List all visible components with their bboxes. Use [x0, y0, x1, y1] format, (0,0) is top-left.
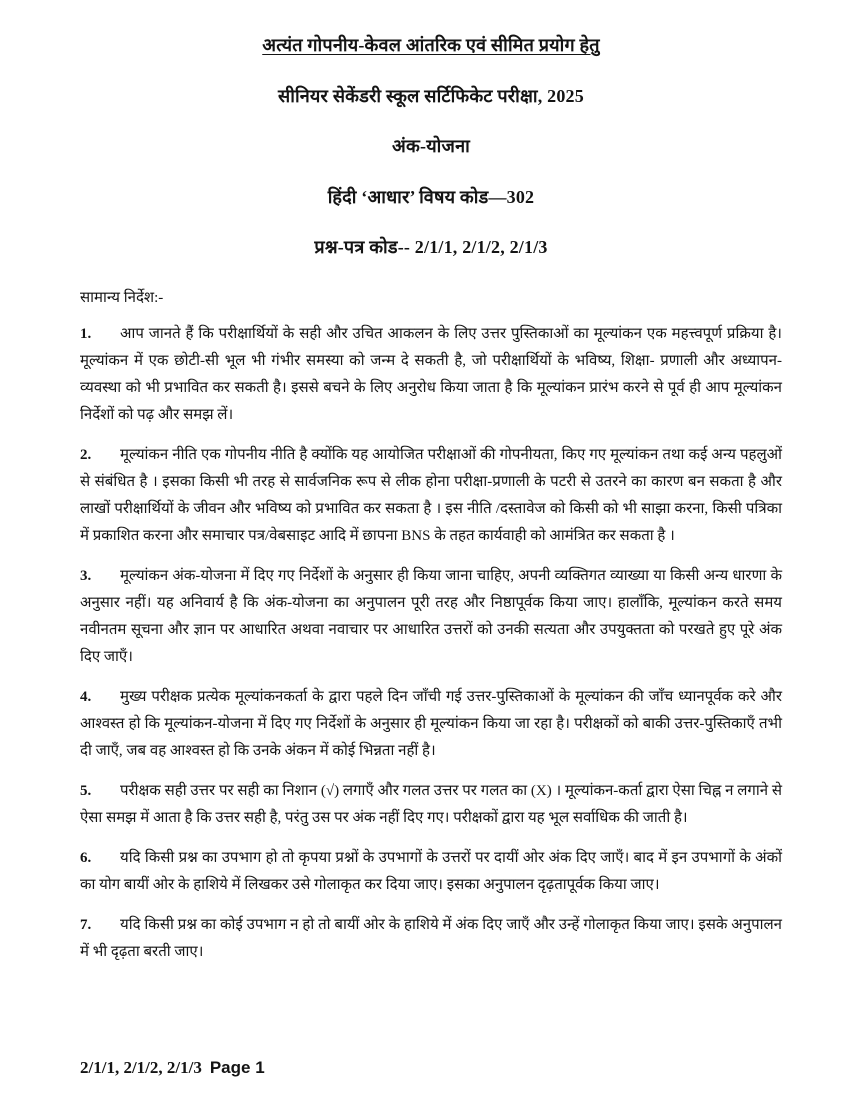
instructions-list	[80, 321, 782, 966]
instruction-number: 5.	[80, 782, 92, 799]
instruction-text: परीक्षक सही उत्तर पर सही का निशान (√) लगाएँ और गलत उत्तर पर गलत का (X) । मूल्यांकन-कर्ता द्वारा ऐसा चिह्न न लगाने से ऐसा समझ में आता है कि उत्तर सही है, परंतु उस पर अंक नहीं दिए गए। परीक्षकों द्वारा यह भूल सर्वाधिक की जाती है।	[80, 782, 782, 826]
question-paper-code-title: प्रश्न-पत्र कोड-- 2/1/1, 2/1/2, 2/1/3	[314, 237, 548, 257]
instruction-item	[80, 845, 782, 899]
footer-paper-code: 2/1/1, 2/1/2, 2/1/3	[80, 1058, 202, 1077]
instruction-number: 1.	[80, 325, 92, 342]
instruction-number: 4.	[80, 688, 92, 705]
footer-page-number: Page 1	[209, 1058, 265, 1077]
instruction-text: मूल्यांकन नीति एक गोपनीय नीति है क्योंकि यह आयोजित परीक्षाओं की गोपनीयता, किए गए मूल्यांकन तथा कई अन्य पहलुओं से संबंधित है । इसका किसी भी तरह से सार्वजनिक रूप से लीक होना परीक्षा-प्रणाली के पटरी से उतरने का कारण बन सकता है और लाखों परीक्षार्थियों के जीवन और भविष्य को प्रभावित कर सकता है । इस नीति /दस्तावेज को किसी को भी साझा करना, किसी पत्रिका में प्रकाशित करना और समाचार पत्र/वेबसाइट आदि में छापना BNS के तहत कार्यवाही को आमंत्रित कर सकता है ।	[80, 446, 782, 544]
instruction-item	[80, 442, 782, 550]
marking-scheme-title: अंक-योजना	[392, 136, 470, 156]
instruction-text: आप जानते हैं कि परीक्षार्थियों के सही और उचित आकलन के लिए उत्तर पुस्तिकाओं का मूल्यांकन एक महत्त्वपूर्ण प्रक्रिया है। मूल्यांकन में एक छोटी-सी भूल भी गंभीर समस्या को जन्म दे सकती है, जो परीक्षार्थियों के भविष्य, शिक्षा- प्रणाली और अध्यापन-व्यवस्था को भी प्रभावित कर सकती है। इससे बचने के लिए अनुरोध किया जाता है कि मूल्यांकन प्रारंभ करने से पूर्व ही आप मूल्यांकन निर्देशों को पढ़ और समझ लें।	[80, 325, 782, 423]
instruction-item	[80, 563, 782, 671]
instruction-item	[80, 912, 782, 966]
instruction-number: 2.	[80, 446, 92, 463]
instruction-text: मूल्यांकन अंक-योजना में दिए गए निर्देशों के अनुसार ही किया जाना चाहिए, अपनी व्यक्तिगत व्याख्या या किसी अन्य धारणा के अनुसार नहीं। यह अनिवार्य है कि अंक-योजना का अनुपालन पूरी तरह और निष्ठापूर्वक किया जाए। हालाँकि, मूल्यांकन करते समय नवीनतम सूचना और ज्ञान पर आधारित अथवा नवाचार पर आधारित उत्तरों को उनकी सत्यता और उपयुक्तता को परखते हुए पूरे अंक दिए जाएँ।	[80, 567, 782, 665]
subject-code-title: हिंदी ‘आधार’ विषय कोड—302	[327, 186, 535, 207]
exam-title: सीनियर सेकेंडरी स्कूल सर्टिफिकेट परीक्षा, 2025	[278, 85, 584, 106]
document-header	[80, 34, 782, 259]
instruction-item	[80, 684, 782, 765]
page-footer	[80, 1058, 265, 1078]
instruction-number: 3.	[80, 567, 92, 584]
instruction-item	[80, 778, 782, 832]
general-instructions-heading: सामान्य निर्देश:-	[80, 289, 164, 306]
instruction-text: यदि किसी प्रश्न का कोई उपभाग न हो तो बायीं ओर के हाशिये में अंक दिए जाएँ और उन्हें गोलाकृत किया जाए। इसके अनुपालन में भी दृढ़ता बरती जाए।	[80, 916, 782, 960]
instruction-number: 7.	[80, 916, 92, 933]
instruction-text: मुख्य परीक्षक प्रत्येक मूल्यांकनकर्ता के द्वारा पहले दिन जाँची गई उत्तर-पुस्तिकाओं के मूल्यांकन की जाँच ध्यानपूर्वक करे और आश्वस्त हो कि मूल्यांकन-योजना में दिए गए निर्देशों के अनुसार ही मूल्यांकन किया जा रहा है। परीक्षकों को बाकी उत्तर-पुस्तिकाएँ तभी दी जाएँ, जब वह आश्वस्त हो कि उनके अंकन में कोई भिन्नता नहीं है।	[80, 688, 782, 759]
instruction-item	[80, 321, 782, 429]
instruction-number: 6.	[80, 849, 92, 866]
confidentiality-title: अत्यंत गोपनीय-केवल आंतरिक एवं सीमित प्रयोग हेतु	[262, 35, 600, 55]
instruction-text: यदि किसी प्रश्न का उपभाग हो तो कृपया प्रश्नों के उपभागों के उत्तरों पर दायीं ओर अंक दिए जाएँ। बाद में इन उपभागों के अंकों का योग बायीं ओर के हाशिये में लिखकर उसे गोलाकृत कर दिया जाए। इसका अनुपालन दृढ़तापूर्वक किया जाए।	[80, 849, 782, 893]
